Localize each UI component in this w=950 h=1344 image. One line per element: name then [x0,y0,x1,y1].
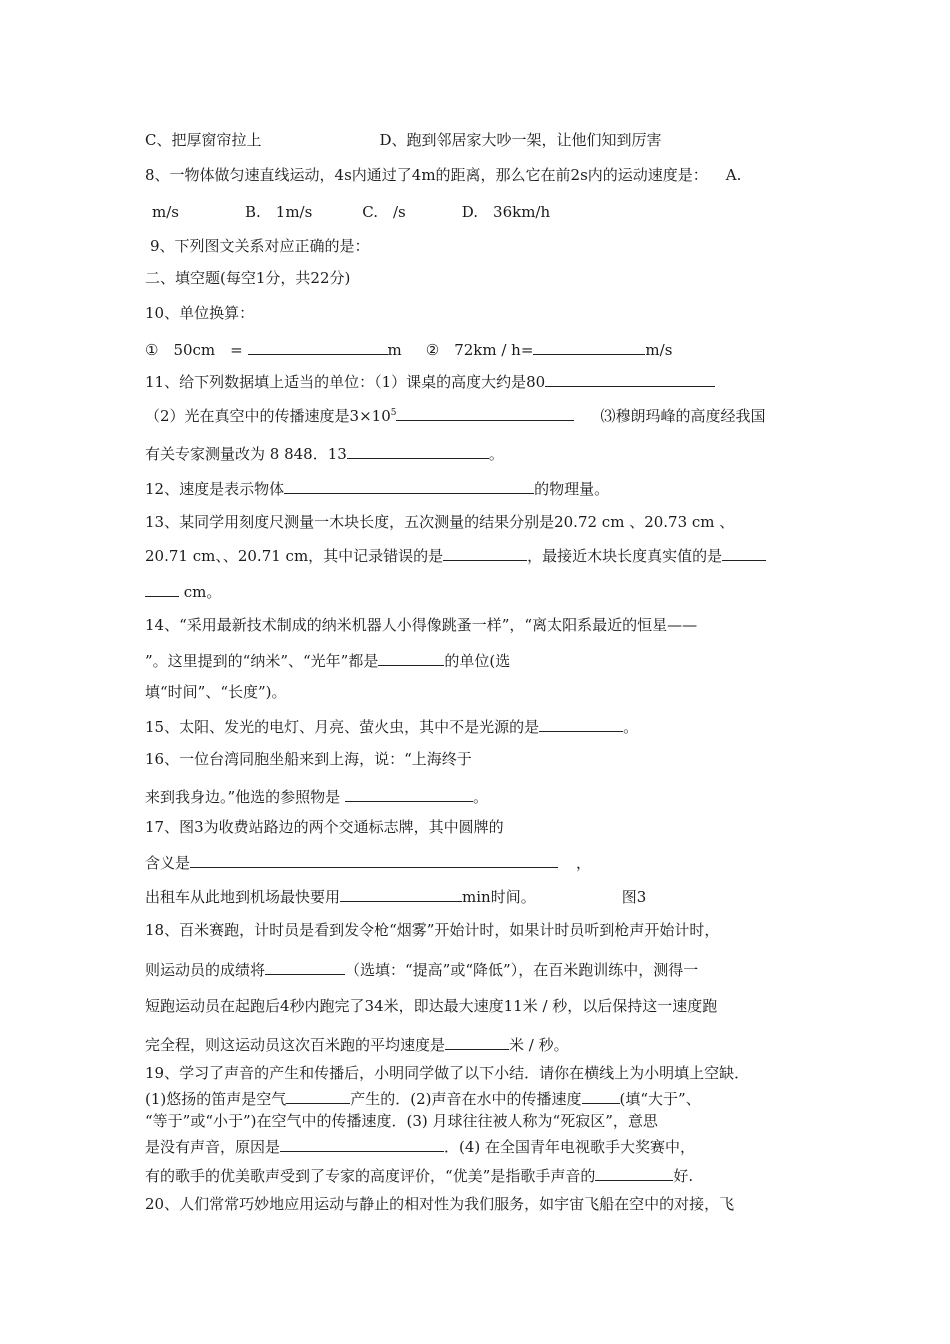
q19-line-4 [145,1135,800,1157]
q19-line-2 [145,1087,800,1109]
q17-part-a: 含义是 [145,854,191,872]
q11-blank-3[interactable] [347,442,489,459]
q11-blank-2[interactable] [396,404,574,421]
q13-line-1: 13、某同学用刻度尺测量一木块长度，五次测量的结果分别是20.72 cm 、20.73 cm 、 [145,513,735,531]
q19-blank-3[interactable] [280,1135,444,1152]
q11-end: 。 [488,445,504,463]
q19-blank-4[interactable] [595,1164,673,1181]
q7-options-line [145,130,800,150]
q14-part-b: 的单位(选 [444,652,511,670]
q19-part-b: 产生的．(2)声音在水中的传播速度 [350,1090,582,1108]
q15-line [145,715,800,737]
q12-blank[interactable] [284,477,534,494]
q19-part-d: 是没有声音，原因是 [145,1138,281,1156]
q11-line-2 [145,404,800,426]
q9-stem: 9、下列图文关系对应正确的是： [150,237,370,255]
q18-part-b: （选填：“提高”或“降低”），在百米跑训练中，测得一 [345,961,699,979]
q13-blank-2a[interactable] [722,544,766,561]
q11-stem: 11、给下列数据填上适当的单位：（1）课桌的高度大约是80 [145,373,546,391]
q17-blank-2[interactable] [340,885,462,902]
q7-option-c: C、把厚窗帘拉上 [145,131,262,149]
section-2-title: 二、填空题(每空1分，共22分) [145,269,351,287]
q10-unit-1: m [387,341,402,359]
q19-blank-2[interactable] [582,1087,620,1104]
q13-line-2 [145,544,800,566]
q17-part-c: min时间。 [462,888,536,906]
q19-part-g: 好. [673,1167,694,1185]
q10-blank-1[interactable] [248,338,388,355]
q8-stem-line [145,165,800,185]
q18-line-3: 短跑运动员在起跑后4秒内跑完了34米，即达最大速度11米 / 秒，以后保持这一速度跑 [145,997,718,1015]
q18-part-a: 则运动员的成绩将 [145,961,266,979]
q14-line-2 [145,649,800,671]
q12-stem: 12、速度是表示物体 [145,480,285,498]
q14-line-1: 14、“采用最新技术制成的纳米机器人小得像跳蚤一样”，“离太阳系最近的恒星—— [145,616,698,634]
q18-blank-2[interactable] [445,1033,509,1050]
q8-options-line [152,202,800,222]
q8-option-b: B. 1m/s [244,203,313,221]
q18-line-4 [145,1033,800,1055]
q13-unit: cm。 [183,583,222,601]
q17-line-1: 17、图3为收费站路边的两个交通标志牌，其中圆牌的 [145,818,504,836]
q18-line-1: 18、百米赛跑，计时员是看到发令枪“烟雾”开始计时，如果计时员听到枪声开始计时， [145,921,720,939]
q17-figure-label: 图3 [621,888,647,906]
q8-stem: 8、一物体做匀速直线运动，4s内通过了4m的距离，那么它在前2s内的运动速度是： [145,166,708,184]
q14-blank[interactable] [378,649,444,666]
q19-part-e: ．(4) 在全国青年电视歌手大奖赛中， [444,1138,696,1156]
q11-line-1 [145,370,800,392]
q8-option-d: D. 36km/h [461,203,551,221]
q19-line-3: “等于”或“小于”)在空气中的传播速度．(3) 月球往往被人称为“死寂区”，意思 [145,1112,658,1130]
q14-part-a: ”。这里提到的“纳米”、“光年”都是 [145,652,379,670]
q13-blank-2b[interactable] [145,580,179,597]
q10-stem: 10、单位换算： [145,304,255,322]
q10-unit-2: m/s [645,341,673,359]
q12-line [145,477,800,499]
q16-line-2 [145,785,800,807]
q18-line-2 [145,958,800,980]
q10-part1: ① 50cm = [145,341,243,359]
q19-part-f: 有的歌手的优美歌声受到了专家的高度评价，“优美”是指歌手声音的 [145,1167,596,1185]
q20-line-1: 20、人们常常巧妙地应用运动与静止的相对性为我们服务，如宇宙飞船在空中的对接，飞 [145,1195,735,1213]
q19-line-5 [145,1164,800,1186]
q18-blank-1[interactable] [265,958,345,975]
q11-blank-1[interactable] [545,370,715,387]
q15-stem: 15、太阳、发光的电灯、月亮、萤火虫，其中不是光源的是 [145,718,540,736]
q17-blank-1[interactable] [190,851,558,868]
q18-part-c: 完全程，则这运动员这次百米跑的平均速度是 [145,1036,446,1054]
q19-part-c: (填“大于”、 [619,1090,701,1108]
q17-line-3 [145,885,800,907]
q8-option-a-label: A. [725,166,742,184]
q15-end: 。 [623,718,639,736]
q13-part-a: 20.71 cm、、20.71 cm，其中记录错误的是 [145,547,444,565]
q7-option-d: D、跑到邻居家大吵一架，让他们知到厉害 [379,131,662,149]
q17-line-2 [145,851,800,873]
q10-part2: ② 72km / h= [425,341,534,359]
q13-blank-1[interactable] [443,544,527,561]
q11-line-3 [145,442,800,464]
q14-line-3: 填“时间”、“长度”)。 [145,683,287,701]
q16-end: 。 [472,788,488,806]
q11-part2: （2）光在真空中的传播速度是3×10 [145,407,391,425]
q8-option-c: C. /s [362,203,406,221]
q18-part-d: 米 / 秒。 [509,1036,569,1054]
q11-part3: ⑶穆朗玛峰的高度经我国 [600,407,766,425]
q11-part2-exponent: 5 [390,408,397,418]
q12-end: 的物理量。 [534,480,610,498]
q16-blank[interactable] [345,785,473,802]
q10-conversions-line [145,338,800,360]
q17-comma: ， [576,854,592,872]
q16-line-1: 16、一位台湾同胞坐船来到上海，说：“上海终于 [145,750,472,768]
q17-part-b: 出租车从此地到机场最快要用 [145,888,341,906]
q19-blank-1[interactable] [286,1087,350,1104]
q13-part-b: ，最接近木块长度真实值的是 [527,547,723,565]
q10-blank-2[interactable] [533,338,645,355]
q15-blank[interactable] [539,715,623,732]
q19-part-a: (1)悠扬的笛声是空气 [145,1090,287,1108]
q11-part3b: 有关专家测量改为 8 848．13 [145,445,347,463]
q13-line-3 [145,580,800,602]
q8-option-a-unit: m/s [152,203,179,221]
q16-stem: 来到我身边。”他选的参照物是 [145,788,341,806]
q19-line-1: 19、学习了声音的产生和传播后，小明同学做了以下小结．请你在横线上为小明填上空缺． [145,1064,750,1082]
